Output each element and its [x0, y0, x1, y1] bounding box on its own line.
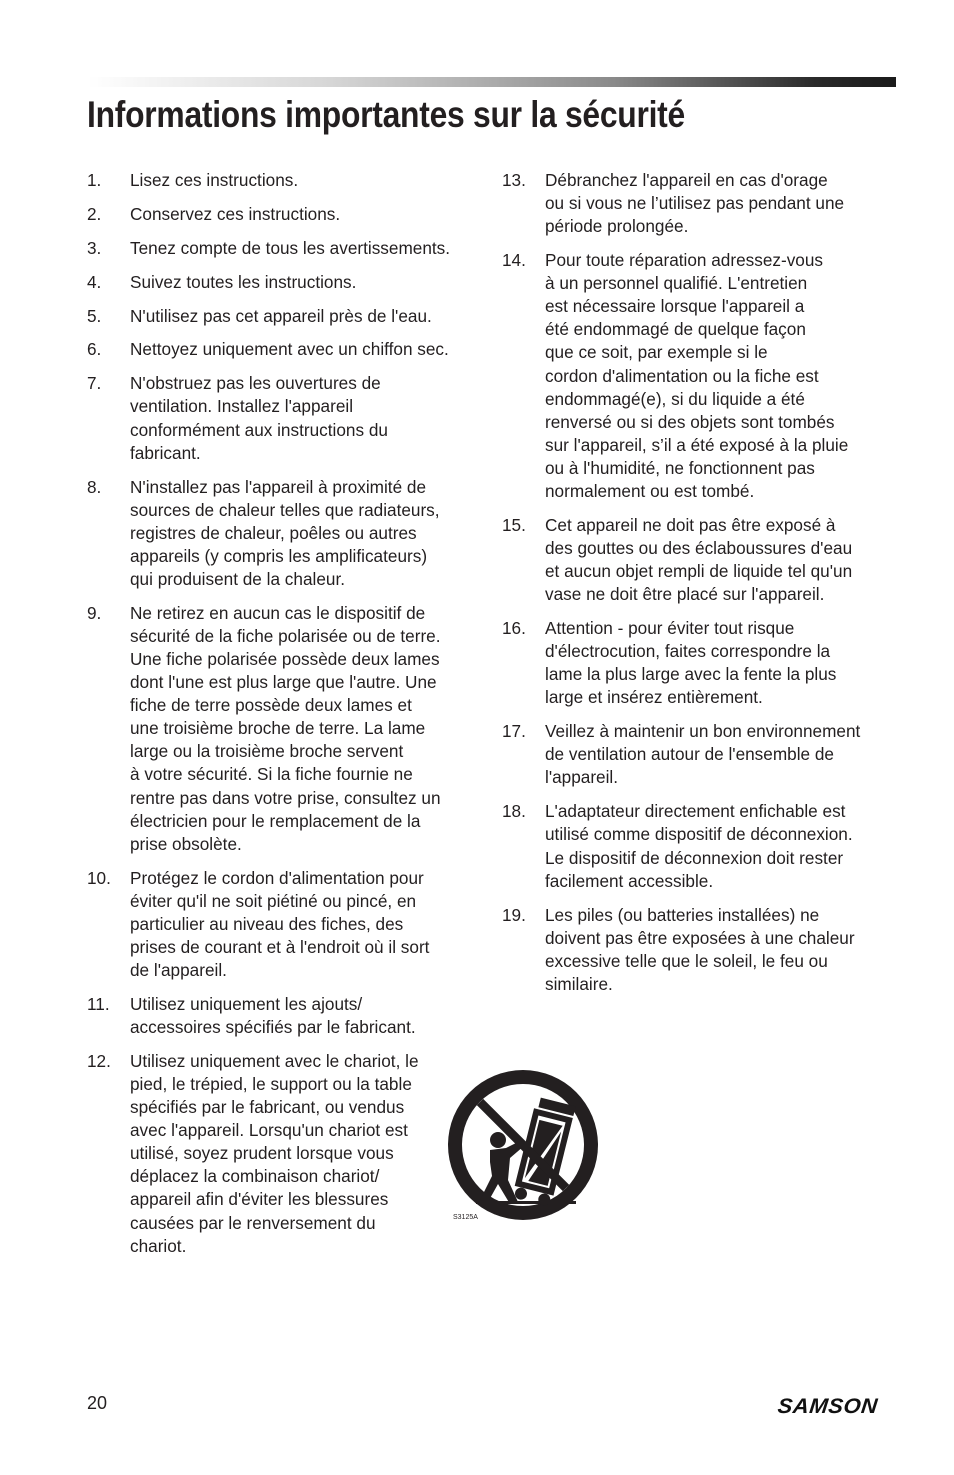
item-text: Suivez toutes les instructions. [130, 271, 357, 292]
item-number: 3. [87, 237, 102, 258]
list-item [502, 800, 897, 892]
item-number: 14. [502, 250, 526, 271]
item-text: N'obstruez pas les ouvertures de ventilation. Installez l'appareil conformément aux instructions du fabricant. [130, 373, 388, 463]
item-text: Tenez compte de tous les avertissements. [130, 237, 451, 258]
item-number: 19. [502, 904, 526, 925]
item-text: Lisez ces instructions. [130, 170, 299, 190]
item-text: Les piles (ou batteries installées) ne doivent pas être exposées à une chaleur excessive telle que le soleil, le feu ou similaire. [545, 904, 855, 994]
list-item [502, 904, 897, 996]
list-item [87, 305, 487, 328]
item-number: 11. [87, 993, 110, 1014]
item-number: 2. [87, 203, 102, 224]
item-number: 1. [87, 170, 102, 190]
item-text: Protégez le cordon d'alimentation pour éviter qu'il ne soit piétiné ou pincé, en particulier au niveau des fiches, des prises de courant et à l'endroit où il sort de l'appareil. [130, 867, 430, 980]
list-item [87, 169, 487, 192]
item-text: Utilisez uniquement les ajouts/ accessoires spécifiés par le fabricant. [130, 993, 416, 1037]
item-number: 9. [87, 602, 102, 623]
item-number: 5. [87, 305, 102, 326]
header-gradient-bar [88, 77, 896, 87]
item-text: Débranchez l'appareil en cas d'orage ou si vous ne l’utilisez pas pendant une période prolongée. [545, 170, 845, 237]
item-text: Pour toute réparation adressez-vous à un personnel qualifié. L'entretien est nécessaire lorsque l'appareil a été endommagé de quelque façon que ce soit, par exemple si le cordon d'alimentation ou la fiche est endommagé(e), si du liquide a été renversé ou si des objets sont tombés sur l'appareil, s’il a été exposé à la pluie ou à l'humidité, ne fonctionnent pas normalement ou est tombé. [545, 250, 849, 502]
item-text: Ne retirez en aucun cas le dispositif de sécurité de la fiche polarisée ou de terre. Une fiche polarisée possède deux lames dont l'une est plus large que l'autre. Une fiche de terre possède deux lames et une troisième broche de terre. La lame large ou la troisième broche servent à votre sécurité. Si la fiche fournie ne rentre pas dans votre prise, consultez un électricien pour le remplacement de la prise obsolète. [130, 602, 441, 854]
item-number: 17. [502, 721, 526, 742]
left-column [87, 169, 487, 1269]
list-item [87, 237, 487, 260]
item-number: 12. [87, 1050, 111, 1071]
list-item [502, 720, 897, 789]
page-title: Informations importantes sur la sécurité [87, 94, 685, 135]
cart-tip-over-warning-icon [446, 1070, 600, 1224]
item-text: L'adaptateur directement enfichable est utilisé comme dispositif de déconnexion. Le dispositif de déconnexion doit rester facilement accessible. [545, 801, 853, 891]
list-item [87, 867, 487, 982]
list-item [87, 372, 487, 464]
item-text: N'installez pas l'appareil à proximité de sources de chaleur telles que radiateurs, registres de chaleur, poêles ou autres appareils (y compris les amplificateurs) qui produisent de la chaleur. [130, 476, 440, 589]
item-number: 16. [502, 618, 526, 639]
list-item [502, 617, 897, 709]
item-number: 13. [502, 170, 526, 190]
cart-icon-code: S3125A [453, 1214, 478, 1221]
list-item [87, 271, 487, 294]
item-text: Utilisez uniquement avec le chariot, le pied, le trépied, le support ou la table spécifiés par le fabricant, ou vendus avec l'appareil. Lorsqu'un chariot est utilisé, soyez prudent lorsque vous déplacez la combinaison chariot/ appareil afin d'éviter les blessures causées par le renversement du chariot. [130, 1050, 419, 1256]
item-text: Veillez à maintenir un bon environnement de ventilation autour de l'ensemble de l'appareil. [545, 721, 861, 788]
item-number: 15. [502, 514, 526, 535]
item-text: Nettoyez uniquement avec un chiffon sec. [130, 339, 449, 360]
list-item [87, 203, 487, 226]
item-text: Cet appareil ne doit pas être exposé à des gouttes ou des éclaboussures d'eau et aucun objet rempli de liquide tel qu'un vase ne doit être placé sur l'appareil. [545, 514, 853, 605]
item-number: 6. [87, 339, 102, 360]
list-item [87, 602, 487, 856]
list-item [502, 249, 897, 503]
item-number: 18. [502, 801, 526, 822]
list-item [87, 338, 487, 361]
item-number: 10. [87, 867, 111, 888]
item-text: Attention - pour éviter tout risque d'électrocution, faites correspondre la lame la plus large avec la fente la plus large et insérez entièrement. [545, 618, 837, 708]
brand-logo: SAMSON [776, 1395, 879, 1418]
item-number: 8. [87, 476, 102, 497]
item-number: 4. [87, 271, 102, 292]
list-item [502, 514, 897, 606]
right-column [502, 169, 897, 1007]
item-text: Conservez ces instructions. [130, 203, 341, 224]
item-text: N'utilisez pas cet appareil près de l'eau. [130, 305, 432, 326]
list-item [87, 476, 487, 591]
list-item [502, 169, 897, 238]
page-number: 20 [87, 1393, 108, 1413]
list-item [87, 993, 487, 1039]
item-number: 7. [87, 373, 102, 394]
list-item [87, 1050, 487, 1258]
